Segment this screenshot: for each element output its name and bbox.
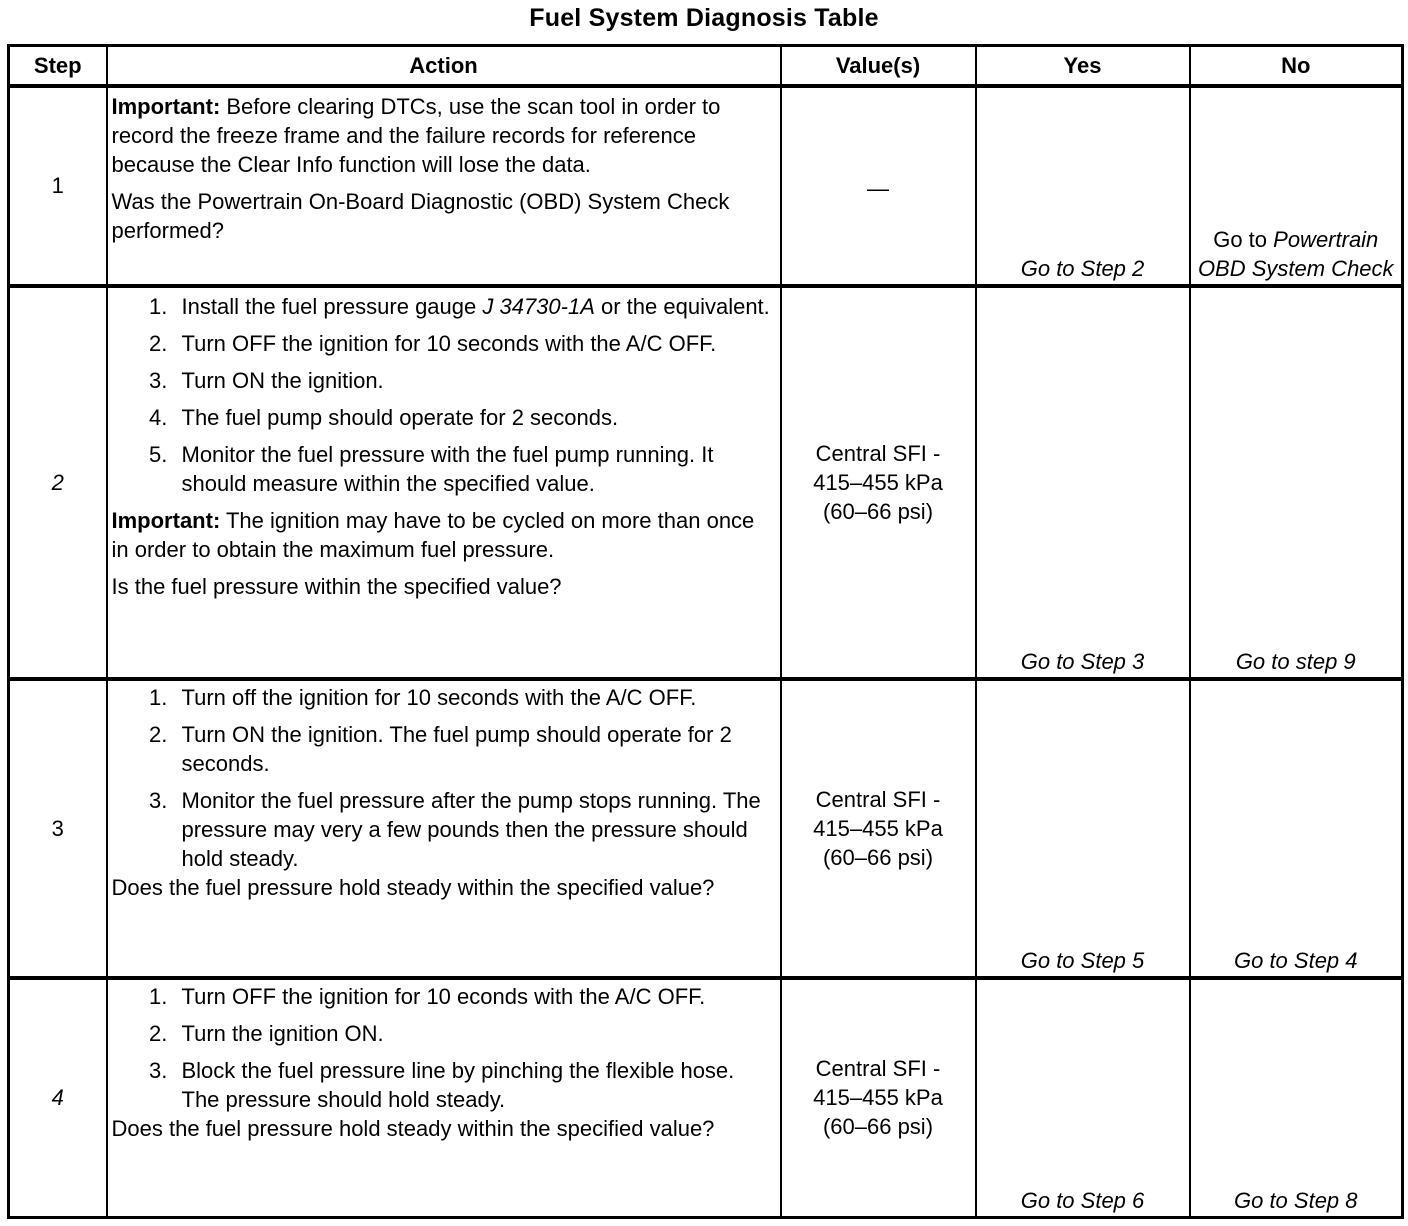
header-values: Value(s) bbox=[781, 46, 976, 86]
important-note bbox=[112, 506, 772, 564]
page-title: Fuel System Diagnosis Table bbox=[529, 4, 879, 32]
step-number: 2 bbox=[9, 286, 107, 679]
list-item: 1. Turn OFF the ignition for 10 econds with the A/C OFF. bbox=[174, 982, 772, 1011]
list-item: 3. Monitor the fuel pressure after the pump stops running. The pressure may very a few pounds then the pressure should hold steady. bbox=[174, 786, 772, 873]
important-note bbox=[112, 92, 772, 179]
value-line: Central SFI - bbox=[815, 786, 941, 812]
value-line: Central SFI - bbox=[815, 1056, 941, 1082]
action-cell bbox=[107, 679, 781, 978]
header-row bbox=[9, 46, 1403, 86]
list-item: 3. Block the fuel pressure line by pinching the flexible hose. The pressure should hold steady. bbox=[174, 1056, 772, 1114]
no-goto-text: Go to bbox=[1213, 226, 1268, 252]
header-no: No bbox=[1190, 46, 1403, 86]
action-cell bbox=[107, 86, 781, 286]
list-item: 2. Turn OFF the ignition for 10 seconds with the A/C OFF. bbox=[174, 329, 772, 358]
yes-cell[interactable]: Go to Step 3 bbox=[976, 286, 1190, 679]
value-line: Central SFI - bbox=[815, 440, 941, 466]
instruction-list bbox=[112, 982, 772, 1114]
value-line: 415–455 kPa bbox=[813, 1085, 943, 1111]
list-item: 3. Turn ON the ignition. bbox=[174, 366, 772, 395]
value-line: 415–455 kPa bbox=[813, 815, 943, 841]
list-item: 1. Turn off the ignition for 10 seconds with the A/C OFF. bbox=[174, 683, 772, 712]
important-label: Important: bbox=[111, 93, 221, 119]
action-cell bbox=[107, 286, 781, 679]
header-step: Step bbox=[9, 46, 107, 86]
no-cell[interactable]: Go to step 9 bbox=[1190, 286, 1403, 679]
no-cell[interactable]: Go to Step 4 bbox=[1190, 679, 1403, 978]
step-number: 3 bbox=[9, 679, 107, 978]
question: Does the fuel pressure hold steady within the specified value? bbox=[111, 874, 715, 900]
important-text: Before clearing DTCs, use the scan tool in order to record the freeze frame and the failure records for reference because the Clear Info function will lose the data. bbox=[111, 93, 721, 177]
no-link[interactable]: Powertrain OBD System Check bbox=[1197, 226, 1394, 281]
tool-reference: J 34730-1A bbox=[482, 293, 595, 319]
list-item: 1. Install the fuel pressure gauge J 34730-1A or the equivalent. bbox=[174, 292, 772, 321]
value-cell bbox=[781, 978, 976, 1218]
value-line: 415–455 kPa bbox=[813, 469, 943, 495]
step-number: 1 bbox=[9, 86, 107, 286]
yes-cell[interactable]: Go to Step 6 bbox=[976, 978, 1190, 1218]
yes-cell[interactable]: Go to Step 2 bbox=[976, 86, 1190, 286]
no-cell[interactable]: Go to Step 8 bbox=[1190, 978, 1403, 1218]
value-line: (60–66 psi) bbox=[822, 844, 934, 870]
table-row-step-1 bbox=[9, 86, 1403, 286]
list-item: 5. Monitor the fuel pressure with the fuel pump running. It should measure within the specified value. bbox=[174, 440, 772, 498]
important-text: The ignition may have to be cycled on more than once in order to obtain the maximum fuel pressure. bbox=[111, 507, 755, 562]
list-item: 2. Turn the ignition ON. bbox=[174, 1019, 772, 1048]
list-item: 4. The fuel pump should operate for 2 seconds. bbox=[174, 403, 772, 432]
value-cell bbox=[781, 679, 976, 978]
step-number: 4 bbox=[9, 978, 107, 1218]
value-cell: — bbox=[781, 86, 976, 286]
value-line: (60–66 psi) bbox=[822, 498, 934, 524]
table-row-step-3 bbox=[9, 679, 1403, 978]
question: Does the fuel pressure hold steady within the specified value? bbox=[111, 1115, 715, 1141]
value-cell bbox=[781, 286, 976, 679]
table-row-step-4 bbox=[9, 978, 1403, 1218]
header-yes: Yes bbox=[976, 46, 1190, 86]
important-label: Important: bbox=[111, 507, 221, 533]
action-cell bbox=[107, 978, 781, 1218]
no-cell[interactable] bbox=[1190, 86, 1403, 286]
header-action: Action bbox=[107, 46, 781, 86]
diagnosis-table bbox=[7, 44, 1404, 1219]
yes-cell[interactable]: Go to Step 5 bbox=[976, 679, 1190, 978]
list-item: 2. Turn ON the ignition. The fuel pump should operate for 2 seconds. bbox=[174, 720, 772, 778]
question: Is the fuel pressure within the specified value? bbox=[111, 573, 562, 599]
instruction-list bbox=[112, 292, 772, 498]
value-line: (60–66 psi) bbox=[822, 1114, 934, 1140]
table-row-step-2 bbox=[9, 286, 1403, 679]
instruction-list bbox=[112, 683, 772, 873]
question: Was the Powertrain On-Board Diagnostic (OBD) System Check performed? bbox=[111, 188, 730, 243]
